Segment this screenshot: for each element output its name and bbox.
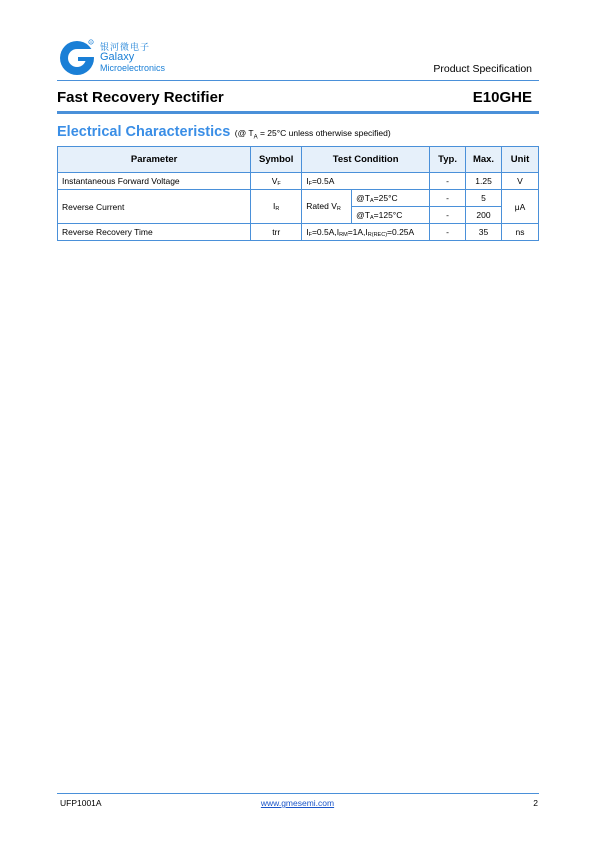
cell-typ: - xyxy=(430,207,466,224)
cell-unit: μA xyxy=(502,190,539,224)
header-unit: Unit xyxy=(502,147,539,173)
galaxy-logo-icon xyxy=(57,37,97,77)
electrical-characteristics-table xyxy=(57,146,539,241)
product-specification-label: Product Specification xyxy=(433,63,532,75)
cell-condition-temp: $@T_A=125^\circ C$ xyxy=(352,207,430,224)
title-divider xyxy=(57,111,539,114)
part-number: E10GHE xyxy=(472,89,532,106)
table-row xyxy=(58,224,539,241)
logo-name-line2: Microelectronics xyxy=(100,63,166,73)
table-row xyxy=(58,173,539,190)
logo-name-line1: Galaxy xyxy=(100,51,135,63)
header-parameter: Parameter xyxy=(58,147,251,173)
cell-parameter: Reverse Recovery Time xyxy=(58,224,251,241)
footer-page-number: 2 xyxy=(533,798,538,808)
cell-symbol: $I_R$ xyxy=(251,190,302,224)
header-typ: Typ. xyxy=(430,147,466,173)
cell-parameter: Instantaneous Forward Voltage xyxy=(58,173,251,190)
section-note: (@ $T_A = 25^\circ C$ unless otherwise specified) xyxy=(234,128,391,141)
cell-max: 5 xyxy=(466,190,502,207)
cell-typ: - xyxy=(430,190,466,207)
cell-symbol: trr xyxy=(251,224,302,241)
document-title: Fast Recovery Rectifier xyxy=(57,89,224,106)
footer-website-link xyxy=(0,798,595,808)
header-divider xyxy=(57,80,539,81)
table-row xyxy=(58,190,539,207)
section-heading xyxy=(57,123,391,141)
website-link[interactable]: www.gmesemi.com xyxy=(260,798,335,808)
cell-parameter: Reverse Current xyxy=(58,190,251,224)
footer-document-number: UFP1001A xyxy=(60,798,102,808)
cell-condition-label: Rated $V_R$ xyxy=(302,190,352,224)
cell-condition: $I_F=0.5A$ xyxy=(302,173,430,190)
table-header-row xyxy=(58,147,539,173)
section-title: Electrical Characteristics xyxy=(57,124,231,140)
footer-divider xyxy=(57,793,539,794)
cell-typ: - xyxy=(430,173,466,190)
cell-condition-temp: $@T_A=25^\circ C$ xyxy=(352,190,430,207)
cell-unit: ns xyxy=(502,224,539,241)
cell-typ: - xyxy=(430,224,466,241)
header-test-condition: Test Condition xyxy=(302,147,430,173)
header-max: Max. xyxy=(466,147,502,173)
cell-condition: $I_F=0.5A,I_{RM}=1A,I_{R(REC)}=0.25A$ xyxy=(302,224,430,241)
cell-unit: V xyxy=(502,173,539,190)
registered-mark-icon: ® xyxy=(89,40,93,45)
logo-chinese-name: 银河微电子 xyxy=(100,43,151,53)
cell-max: 35 xyxy=(466,224,502,241)
cell-max: 200 xyxy=(466,207,502,224)
header-symbol: Symbol xyxy=(251,147,302,173)
cell-symbol: $V_F$ xyxy=(251,173,302,190)
cell-max: 1.25 xyxy=(466,173,502,190)
